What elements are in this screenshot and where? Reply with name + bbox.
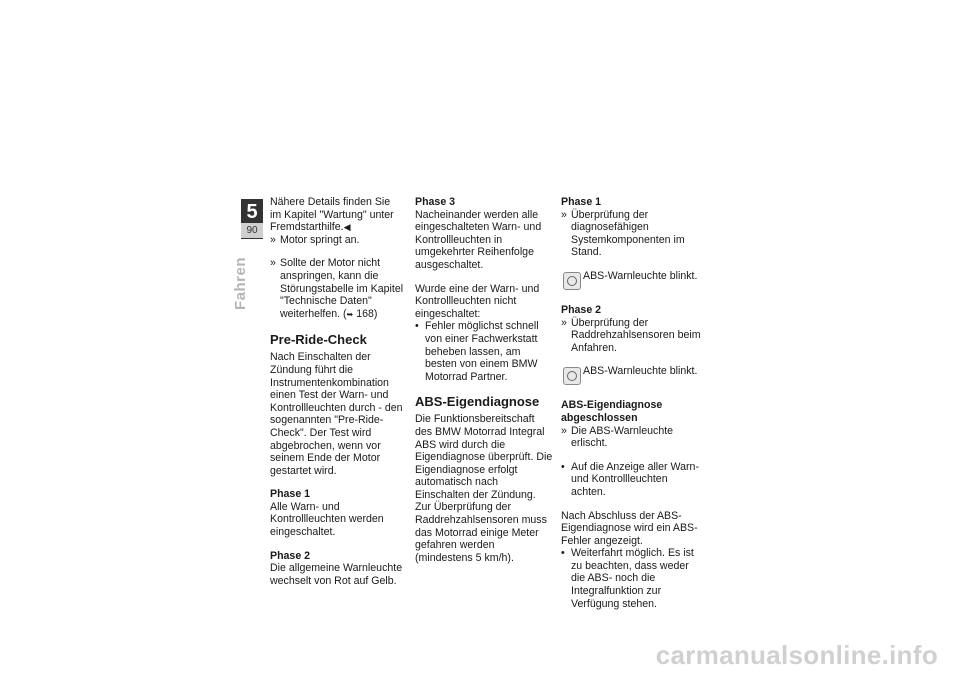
step-item: » Motor springt an.	[270, 233, 360, 246]
bullet-item: • Weiterfahrt möglich. Es ist zu beachten, dass weder die ABS- noch die Integralfunktion zur Verfügung stehen.	[561, 547, 694, 610]
paragraph: Nach Einschalten der Zündung führt die Instrumentenkombination einen Test der Warn- und Kontrollleuchten durch - den sogenannten "Pre-Ride-Check". Der Test wird abgebrochen, wenn vor seinem Ende der Motor gestartet wird.	[270, 351, 403, 477]
column-2	[415, 196, 553, 575]
section-heading: ABS-Eigendiagnose	[415, 394, 540, 410]
paragraph: Die Funktionsbereitschaft des BMW Motorrad Integral ABS wird durch die Eigendiagnose überprüft. Die Eigendiagnose erfolgt automatisch nach Einschalten der Zündung. Zur Überprüfung der Raddrehzahlsensoren muss das Motorrad einige Meter gefahren werden (mindestens 5 km/h).	[415, 413, 553, 564]
page-reference[interactable]: 168)	[356, 307, 378, 320]
phase-title: Phase 3	[415, 196, 456, 208]
column-3	[561, 196, 701, 621]
bullet-item: • Auf die Anzeige aller Warn- und Kontrollleuchten achten.	[561, 460, 699, 498]
column-1	[270, 196, 408, 598]
chapter-side-label: Fahren	[232, 256, 249, 310]
section-subheading: ABS-Eigendiagnose abgeschlossen	[561, 399, 663, 424]
phase-title: Phase 1	[561, 196, 602, 208]
step-item: » Überprüfung der Raddrehzahlsensoren beim Anfahren.	[561, 316, 701, 354]
phase-title: Phase 2	[270, 549, 311, 562]
abs-warning-light-icon	[563, 272, 581, 290]
step-item: » Überprüfung der diagnosefähigen Systemkomponenten im Stand.	[561, 208, 685, 259]
page-number: 90	[241, 223, 263, 238]
paragraph: Die allgemeine Warnleuchte wechselt von Rot auf Gelb.	[270, 562, 403, 587]
paragraph: Nach Abschluss der ABS-Eigendiagnose wird ein ABS-Fehler angezeigt.	[561, 509, 698, 547]
page-reference-icon: ➥	[346, 309, 354, 319]
step-item: » Die ABS-Warnleuchte erlischt.	[561, 424, 674, 450]
paragraph: Alle Warn- und Kontrollleuchten werden eingeschaltet.	[270, 500, 384, 539]
phase-title: Phase 2	[561, 303, 602, 316]
chapter-number: 5	[246, 201, 258, 223]
end-marker-icon: ◀	[343, 222, 351, 233]
intro-text: Nähere Details finden Sie im Kapitel "Wartung" unter Fremdstarthilfe.◀	[270, 196, 394, 234]
section-heading: Pre-Ride-Check	[270, 332, 367, 348]
bullet-item: • Fehler möglichst schnell von einer Fachwerkstatt beheben lassen, am besten von einem BMW Motorrad Partner.	[415, 320, 539, 383]
paragraph: Wurde eine der Warn- und Kontrollleuchten nicht eingeschaltet:	[415, 282, 540, 320]
watermark: carmanualsonline.info	[655, 640, 938, 670]
step-item: » Sollte der Motor nicht anspringen, kann die Störungstabelle im Kapitel "Technische Daten" weiterhelfen. (➥ 168)	[270, 257, 404, 320]
warning-light-row: ABS-Warnleuchte blinkt.	[561, 270, 701, 292]
phase-title: Phase 1	[270, 488, 311, 501]
paragraph: Nacheinander werden alle eingeschalteten Warn- und Kontrollleuchten in umgekehrter Reihenfolge ausgeschaltet.	[415, 208, 542, 271]
warning-light-row: ABS-Warnleuchte blinkt.	[561, 365, 701, 387]
abs-warning-light-icon	[563, 367, 581, 385]
